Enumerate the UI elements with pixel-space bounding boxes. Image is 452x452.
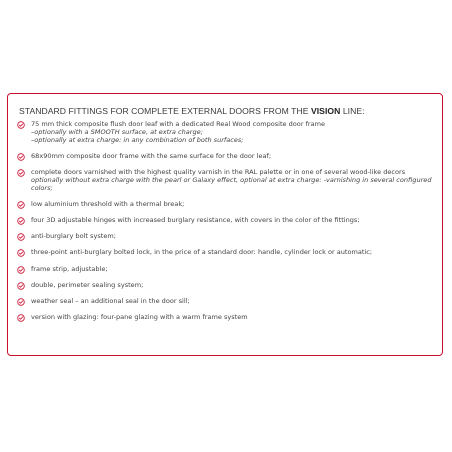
list-item bbox=[17, 216, 433, 225]
heading-brand: VISION bbox=[310, 106, 341, 116]
check-circle-icon bbox=[17, 121, 25, 129]
fittings-card bbox=[7, 93, 443, 356]
item-option-text: –optionally with a SMOOTH surface, at extra charge; bbox=[31, 128, 203, 137]
item-option-text: optionally without extra charge with the pearl or Galaxy effect, optional at extra charge: -varnishing in several configured colors; bbox=[31, 176, 432, 193]
item-text: weather seal – an additional seal in the door sill; bbox=[31, 296, 190, 305]
check-circle-icon bbox=[17, 282, 25, 290]
fittings-list bbox=[17, 120, 433, 322]
item-text: 68x90mm composite door frame with the same surface for the door leaf; bbox=[31, 151, 272, 160]
list-item bbox=[17, 168, 433, 193]
list-item bbox=[17, 232, 433, 241]
item-option-text: –optionally at extra charge: in any combination of both surfaces; bbox=[31, 136, 244, 145]
list-item bbox=[17, 313, 433, 322]
check-circle-icon bbox=[17, 153, 25, 161]
check-circle-icon bbox=[17, 249, 25, 257]
item-text: version with glazing: four-pane glazing with a warm frame system bbox=[31, 313, 248, 322]
check-circle-icon bbox=[17, 201, 25, 209]
list-item bbox=[17, 265, 433, 274]
check-circle-icon bbox=[17, 266, 25, 274]
item-text: anti-burglary bolt system; bbox=[31, 232, 116, 241]
check-circle-icon bbox=[17, 217, 25, 225]
section-heading bbox=[19, 106, 433, 116]
item-text: three-point anti-burglary bolted lock, in the price of a standard door: handle, cylinder lock or automatic; bbox=[31, 248, 373, 257]
item-text: double, perimeter sealing system; bbox=[31, 280, 144, 289]
list-item bbox=[17, 248, 433, 257]
list-item bbox=[17, 152, 433, 161]
item-text: 75 mm thick composite flush door leaf with a dedicated Real Wood composite door frame bbox=[31, 120, 326, 128]
item-text: four 3D adjustable hinges with increased burglary resistance, with covers in the color of the fittings; bbox=[31, 215, 360, 224]
item-text: low aluminium threshold with a thermal break; bbox=[31, 199, 185, 208]
list-item bbox=[17, 200, 433, 209]
check-circle-icon bbox=[17, 169, 25, 177]
check-circle-icon bbox=[17, 233, 25, 241]
item-text: frame strip, adjustable; bbox=[31, 264, 108, 273]
heading-prefix: STANDARD FITTINGS FOR COMPLETE EXTERNAL DOORS FROM THE bbox=[19, 106, 311, 116]
item-text: complete doors varnished with the highest quality varnish in the RAL palette or in one of several wood-like decors bbox=[31, 167, 406, 176]
list-item bbox=[17, 297, 433, 306]
check-circle-icon bbox=[17, 298, 25, 306]
check-circle-icon bbox=[17, 314, 25, 322]
list-item bbox=[17, 120, 433, 145]
list-item bbox=[17, 281, 433, 290]
heading-suffix: LINE: bbox=[340, 106, 365, 116]
